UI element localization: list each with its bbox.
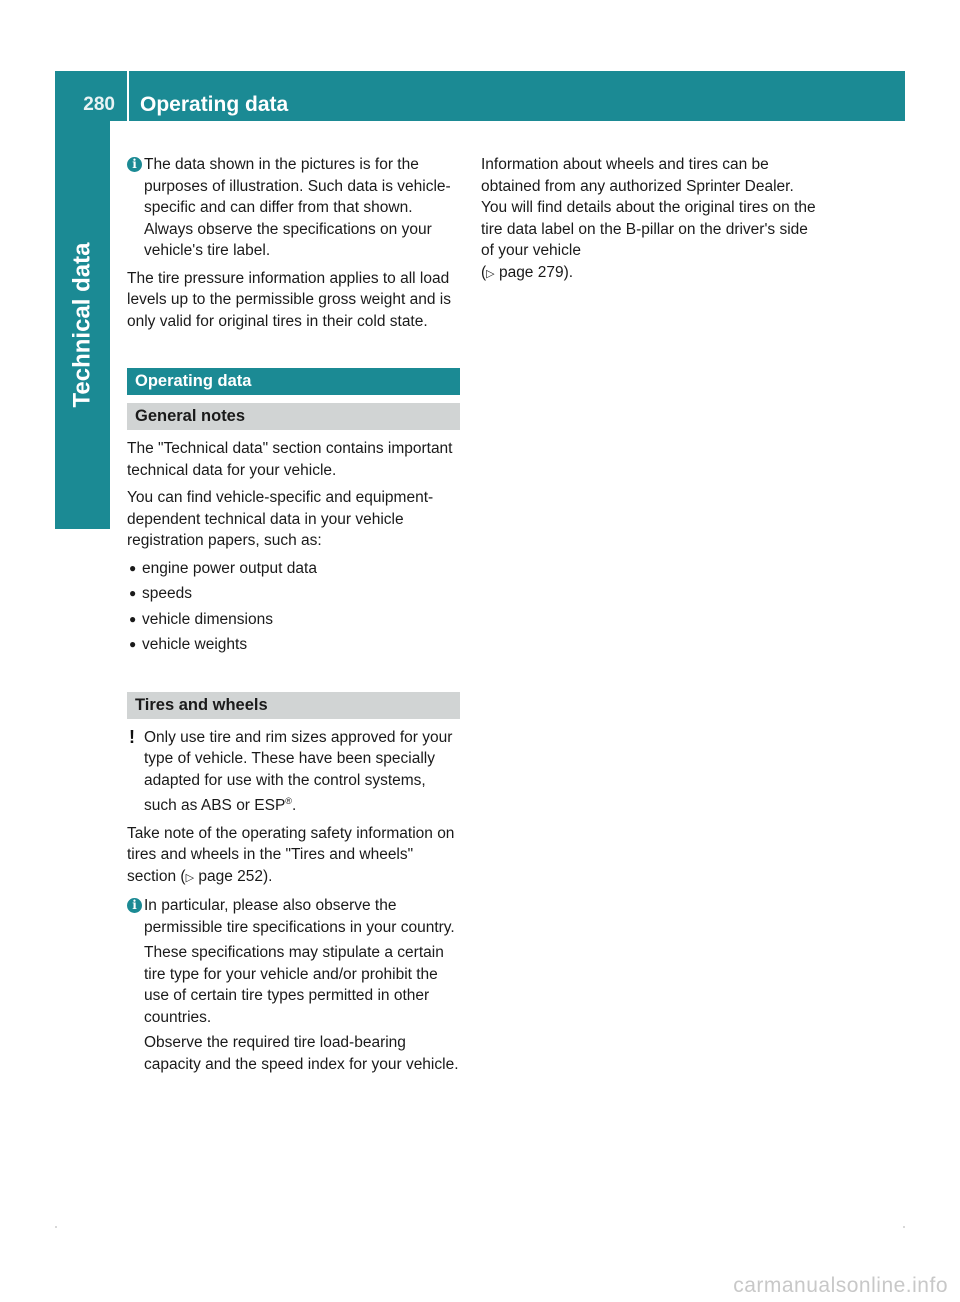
info-note-text: Observe the required tire load-bearing capacity and the speed index for your vehicle. (144, 1034, 459, 1073)
list-item: ● vehicle dimensions (129, 610, 273, 628)
info-icon: i (127, 898, 142, 913)
page-number: 280 (83, 93, 115, 115)
info-note (127, 154, 460, 262)
registration-papers-paragraph: You can find vehicle-specific and equipment-dependent technical data in your vehicle registration papers, such as: (127, 489, 434, 549)
page-reference-arrow-icon: ▷ (486, 267, 495, 280)
technical-data-list (127, 558, 460, 656)
list-item: ● engine power output data (129, 559, 317, 577)
info-note (127, 895, 460, 1075)
technical-data-paragraph: The "Technical data" section contains important technical data for your vehicle. (127, 440, 453, 479)
safety-info-paragraph: Take note of the operating safety information on tires and wheels in the "Tires and wheels" section (▷ page 252). (127, 824, 455, 885)
warning-icon: ! (129, 726, 135, 747)
page-title: Operating data (140, 92, 289, 116)
tire-pressure-paragraph: The tire pressure information applies to all load levels up to the permissible gross weight and is only valid for original tires in their cold state. (127, 269, 451, 330)
header-divider (127, 71, 129, 121)
info-note-text: These specifications may stipulate a certain tire type for your vehicle and/or prohibit the use of certain tire types permitted in other countries. (144, 944, 444, 1026)
warning-note-text: Only use tire and rim sizes approved for your type of vehicle. These have been specially adapted for use with the control systems, such as ABS or ESP®. (144, 728, 453, 815)
right-column (481, 154, 821, 291)
info-note-text: The data shown in the pictures is for the purposes of illustration. Such data is vehicle-specific and can differ from that shown. Always observe the specifications on your vehicle's tire label. (144, 156, 451, 259)
wheels-tires-info-paragraph: Information about wheels and tires can be obtained from any authorized Sprinter Dealer. You will find details about the original tires on the tire data label on the B-pillar on the driver's side of your vehicle (▷ page 279). (481, 156, 816, 281)
page-reference: page 252). (194, 867, 273, 885)
list-item: ● vehicle weights (129, 636, 248, 653)
corner-mark (903, 1226, 905, 1228)
info-icon: i (127, 157, 142, 172)
corner-mark (55, 1226, 57, 1228)
info-note-text: In particular, please also observe the permissible tire specifications in your country. (144, 897, 455, 936)
section-heading-operating-data: Operating data (127, 368, 460, 395)
subsection-heading-tires-and-wheels: Tires and wheels (127, 692, 460, 719)
page-reference-arrow-icon: ▷ (185, 871, 195, 884)
side-tab-label: Technical data (68, 242, 96, 408)
page-reference: page 279). (494, 263, 574, 281)
subsection-heading-general-notes: General notes (127, 403, 460, 430)
left-column (127, 154, 460, 1081)
watermark: carmanualsonline.info (733, 1273, 948, 1297)
registered-trademark: ® (285, 796, 292, 806)
warning-note (127, 727, 460, 817)
list-item: ● speeds (129, 585, 192, 602)
